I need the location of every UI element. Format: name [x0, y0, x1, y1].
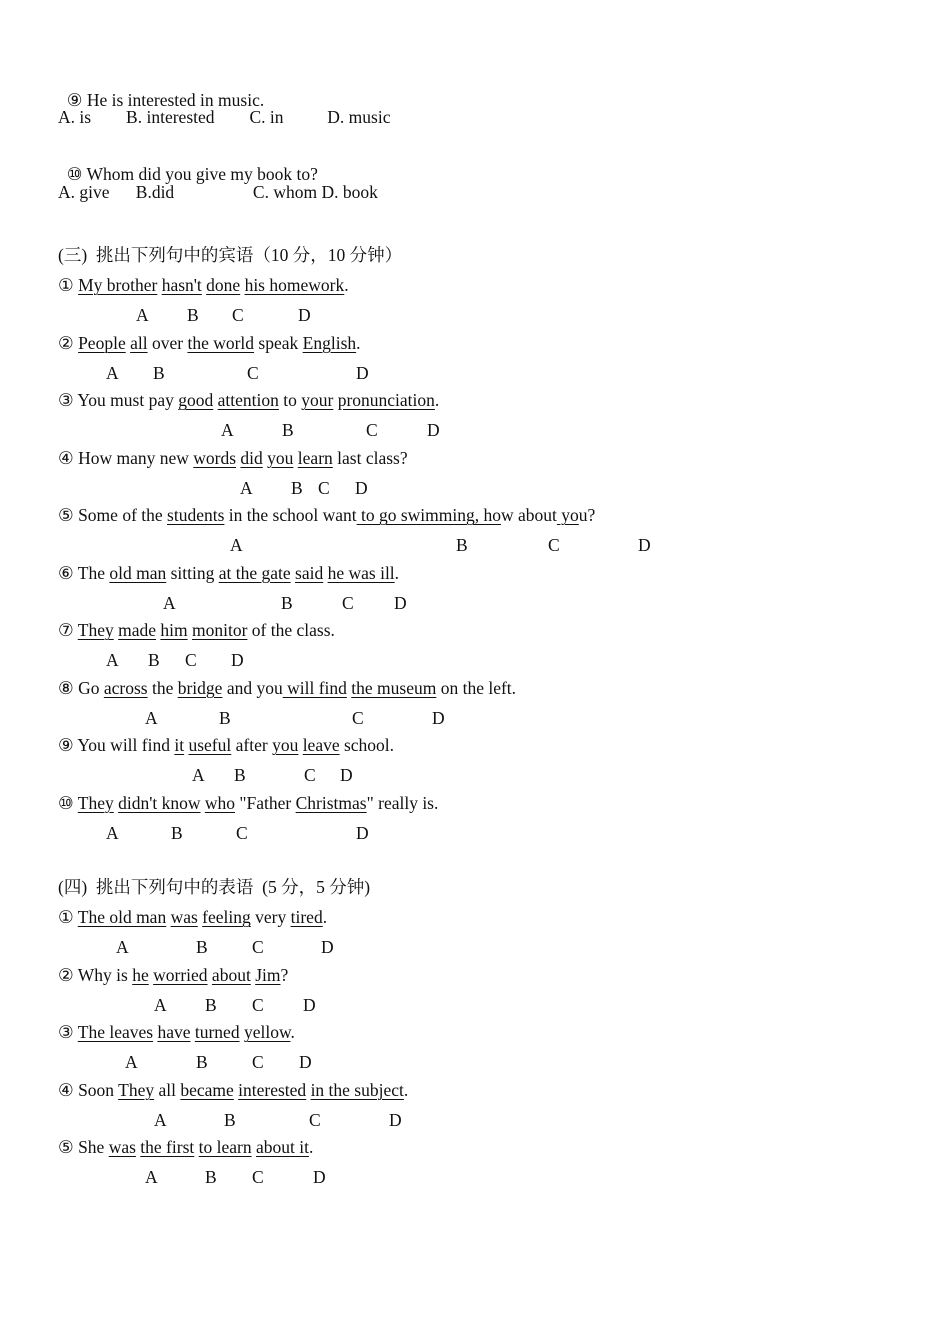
- underlined-phrase: tired: [290, 907, 323, 927]
- sentence-text: last class?: [332, 447, 408, 468]
- sentence-text: to: [278, 390, 302, 410]
- underlined-phrase: yo: [556, 505, 579, 525]
- question-number: ①: [58, 275, 79, 295]
- option-letter-d: D: [355, 477, 368, 498]
- underlined-phrase: leave: [302, 735, 340, 755]
- question-number: ④: [58, 447, 79, 468]
- question-sentence: [58, 505, 595, 525]
- sentence-text: You must pay: [77, 390, 179, 410]
- option-letter-c: C: [548, 535, 560, 555]
- question-number: ⑨: [58, 735, 78, 755]
- sentence-text: " really is.: [366, 792, 439, 813]
- question-number: ⑥: [58, 562, 78, 583]
- underlined-phrase: words: [193, 447, 237, 468]
- option-letter-d: D: [389, 1109, 402, 1130]
- sentence-text: the: [147, 677, 178, 698]
- sentence-text: in the school want: [224, 505, 357, 525]
- underlined-phrase: the museum: [351, 677, 437, 698]
- option-letter-d: D: [298, 305, 311, 325]
- underlined-phrase: it: [174, 735, 185, 755]
- underlined-phrase: will find: [282, 677, 347, 698]
- option-letter-a: A: [221, 420, 234, 440]
- option-letter-b: B: [234, 765, 246, 785]
- sentence-text: all: [154, 1079, 181, 1100]
- sentence-text: .: [308, 1137, 314, 1157]
- sentence-text: u?: [578, 505, 596, 525]
- option-letter-b: B: [205, 1167, 217, 1187]
- option-letter-d: D: [432, 707, 445, 728]
- tail-item-10-options: A. give B.did C. whom D. book: [58, 182, 378, 202]
- underlined-phrase: Christmas: [295, 792, 367, 813]
- question-sentence: [58, 390, 439, 410]
- underlined-phrase: who: [204, 792, 235, 813]
- option-letter-a: A: [106, 822, 119, 843]
- underlined-phrase: his homework: [244, 275, 345, 295]
- underlined-phrase: The old man: [77, 907, 167, 927]
- sentence-text: of the class.: [247, 620, 335, 640]
- sentence-text: Some of the: [78, 505, 168, 525]
- sentence-text: speak: [254, 332, 303, 353]
- underlined-phrase: pronunciation: [337, 390, 435, 410]
- underlined-phrase: him: [160, 620, 188, 640]
- option-letter-d: D: [638, 535, 651, 555]
- sentence-text: w about: [501, 505, 557, 525]
- question-sentence: [58, 793, 438, 813]
- option-letter-d: D: [427, 420, 440, 440]
- underlined-phrase: old man: [109, 562, 167, 583]
- underlined-phrase: They: [77, 620, 114, 640]
- underlined-phrase: monitor: [191, 620, 248, 640]
- sentence-text: .: [394, 562, 400, 583]
- option-letter-b: B: [196, 937, 208, 957]
- sentence-text: The: [77, 562, 110, 583]
- option-letter-a: A: [240, 477, 253, 498]
- underlined-phrase: to learn: [198, 1137, 252, 1157]
- option-letter-b: B: [205, 994, 217, 1015]
- question-sentence: [58, 965, 288, 985]
- option-letter-b: B: [196, 1052, 208, 1072]
- underlined-phrase: you: [267, 447, 294, 468]
- question-number: ⑩: [58, 792, 78, 813]
- option-letter-a: A: [154, 994, 167, 1015]
- question-sentence: [58, 275, 349, 295]
- underlined-phrase: students: [167, 505, 225, 525]
- option-letter-c: C: [252, 1052, 264, 1072]
- sentence-text: school.: [339, 735, 395, 755]
- option-letter-b: B: [281, 592, 293, 613]
- option-letter-c: C: [232, 305, 244, 325]
- underlined-phrase: attention: [217, 390, 279, 410]
- question-sentence: [58, 735, 394, 755]
- underlined-phrase: at the gate: [218, 562, 291, 583]
- sentence-text: sitting: [166, 562, 219, 583]
- option-letter-b: B: [153, 362, 165, 383]
- sentence-text: Go: [78, 677, 104, 698]
- sentence-text: after: [231, 735, 273, 755]
- question-sentence: [58, 620, 335, 640]
- sentence-text: and you: [222, 677, 283, 698]
- option-letter-c: C: [247, 362, 259, 383]
- sentence-text: She: [78, 1137, 109, 1157]
- question-sentence: [58, 448, 408, 468]
- sentence-text: .: [356, 332, 361, 353]
- underlined-phrase: yellow: [243, 1022, 291, 1042]
- underlined-phrase: your: [301, 390, 334, 410]
- underlined-phrase: useful: [188, 735, 232, 755]
- underlined-phrase: feeling: [202, 907, 251, 927]
- option-letter-b: B: [291, 477, 303, 498]
- sentence-text: .: [403, 1079, 409, 1100]
- option-letter-c: C: [185, 650, 197, 670]
- option-letter-c: C: [318, 477, 330, 498]
- sentence-text: over: [147, 332, 188, 353]
- option-letter-b: B: [171, 822, 183, 843]
- sentence-text: on the left.: [436, 677, 517, 698]
- question-sentence: [58, 1080, 408, 1100]
- sentence-text: Soon: [78, 1079, 119, 1100]
- option-letter-c: C: [366, 420, 378, 440]
- question-sentence: [58, 907, 327, 927]
- option-letter-a: A: [125, 1052, 138, 1072]
- option-letter-c: C: [352, 707, 364, 728]
- underlined-phrase: to go swimming, ho: [356, 505, 501, 525]
- question-number: ①: [58, 907, 78, 927]
- underlined-phrase: English: [302, 332, 357, 353]
- section3-header: (三) 挑出下列句中的宾语（10 分，10 分钟）: [58, 245, 403, 265]
- sentence-text: ?: [280, 964, 289, 985]
- underlined-phrase: he: [132, 964, 149, 985]
- option-letter-a: A: [163, 592, 176, 613]
- question-sentence: [58, 1137, 313, 1157]
- option-letter-b: B: [224, 1109, 236, 1130]
- underlined-phrase: became: [180, 1079, 234, 1100]
- option-letter-d: D: [356, 822, 369, 843]
- tail-item-9-question: ⑨ He is interested in music.: [66, 90, 265, 110]
- underlined-phrase: in the subject: [310, 1079, 404, 1100]
- question-number: ⑦: [58, 620, 78, 640]
- underlined-phrase: learn: [297, 447, 333, 468]
- option-letter-a: A: [116, 937, 129, 957]
- option-letter-c: C: [252, 994, 264, 1015]
- question-number: ②: [58, 964, 78, 985]
- option-letter-b: B: [282, 420, 294, 440]
- option-letter-c: C: [252, 1167, 264, 1187]
- sentence-text: How many new: [78, 447, 194, 468]
- underlined-phrase: about: [211, 964, 251, 985]
- underlined-phrase: all: [130, 332, 148, 353]
- option-letter-c: C: [236, 822, 248, 843]
- option-letter-c: C: [309, 1109, 321, 1130]
- underlined-phrase: was: [108, 1137, 136, 1157]
- option-letter-b: B: [187, 305, 199, 325]
- option-letter-d: D: [313, 1167, 326, 1187]
- question-number: ④: [58, 1079, 79, 1100]
- option-letter-a: A: [145, 1167, 158, 1187]
- option-letter-a: A: [145, 707, 158, 728]
- sentence-text: .: [344, 275, 349, 295]
- underlined-phrase: interested: [238, 1079, 307, 1100]
- question-number: ③: [58, 390, 78, 410]
- underlined-phrase: My brother: [78, 275, 158, 295]
- option-letter-a: A: [106, 362, 119, 383]
- underlined-phrase: The leaves: [77, 1022, 154, 1042]
- tail-item-9-options: A. is B. interested C. in D. music: [58, 107, 391, 127]
- sentence-text: .: [322, 907, 328, 927]
- underlined-phrase: across: [103, 677, 148, 698]
- underlined-phrase: you: [272, 735, 299, 755]
- underlined-phrase: made: [118, 620, 156, 640]
- option-letter-a: A: [154, 1109, 167, 1130]
- question-sentence: [58, 678, 516, 698]
- underlined-phrase: done: [206, 275, 241, 295]
- option-letter-a: A: [136, 305, 149, 325]
- sentence-text: .: [290, 1022, 295, 1042]
- question-sentence: [58, 1022, 295, 1042]
- underlined-phrase: the world: [187, 332, 255, 353]
- underlined-phrase: he was ill: [327, 562, 395, 583]
- underlined-phrase: said: [295, 562, 324, 583]
- sentence-text: Why is: [77, 964, 133, 985]
- sentence-text: very: [250, 907, 291, 927]
- question-number: ⑧: [58, 677, 79, 698]
- option-letter-d: D: [340, 765, 353, 785]
- question-sentence: [58, 333, 361, 353]
- question-number: ②: [58, 332, 79, 353]
- section4-header: (四) 挑出下列句中的表语 (5 分，5 分钟): [58, 877, 371, 897]
- option-letter-d: D: [299, 1052, 312, 1072]
- question-number: ⑤: [58, 505, 79, 525]
- underlined-phrase: have: [157, 1022, 191, 1042]
- option-letter-d: D: [231, 650, 244, 670]
- sentence-text: "Father: [235, 792, 296, 813]
- option-letter-c: C: [342, 592, 354, 613]
- underlined-phrase: They: [77, 792, 114, 813]
- underlined-phrase: worried: [153, 964, 208, 985]
- underlined-phrase: was: [170, 907, 198, 927]
- underlined-phrase: turned: [194, 1022, 240, 1042]
- option-letter-d: D: [303, 994, 316, 1015]
- option-letter-d: D: [321, 937, 334, 957]
- option-letter-b: B: [148, 650, 160, 670]
- underlined-phrase: about it: [255, 1137, 309, 1157]
- underlined-phrase: did: [240, 447, 263, 468]
- sentence-text: .: [434, 390, 440, 410]
- option-letter-b: B: [219, 707, 231, 728]
- option-letter-b: B: [456, 535, 468, 555]
- underlined-phrase: Jim: [255, 964, 281, 985]
- underlined-phrase: the first: [140, 1137, 195, 1157]
- tail-item-10-question: ⑩ Whom did you give my book to?: [66, 164, 318, 184]
- option-letter-a: A: [230, 535, 243, 555]
- underlined-phrase: People: [78, 332, 126, 353]
- underlined-phrase: didn't know: [118, 792, 201, 813]
- underlined-phrase: good: [178, 390, 214, 410]
- question-sentence: [58, 563, 399, 583]
- option-letter-d: D: [356, 362, 369, 383]
- option-letter-c: C: [304, 765, 316, 785]
- option-letter-d: D: [394, 592, 407, 613]
- option-letter-c: C: [252, 937, 264, 957]
- question-number: ⑤: [58, 1137, 79, 1157]
- option-letter-a: A: [106, 650, 119, 670]
- option-letter-a: A: [192, 765, 205, 785]
- underlined-phrase: hasn't: [161, 275, 202, 295]
- question-number: ③: [58, 1022, 78, 1042]
- sentence-text: You will find: [77, 735, 175, 755]
- underlined-phrase: They: [118, 1079, 155, 1100]
- underlined-phrase: bridge: [177, 677, 223, 698]
